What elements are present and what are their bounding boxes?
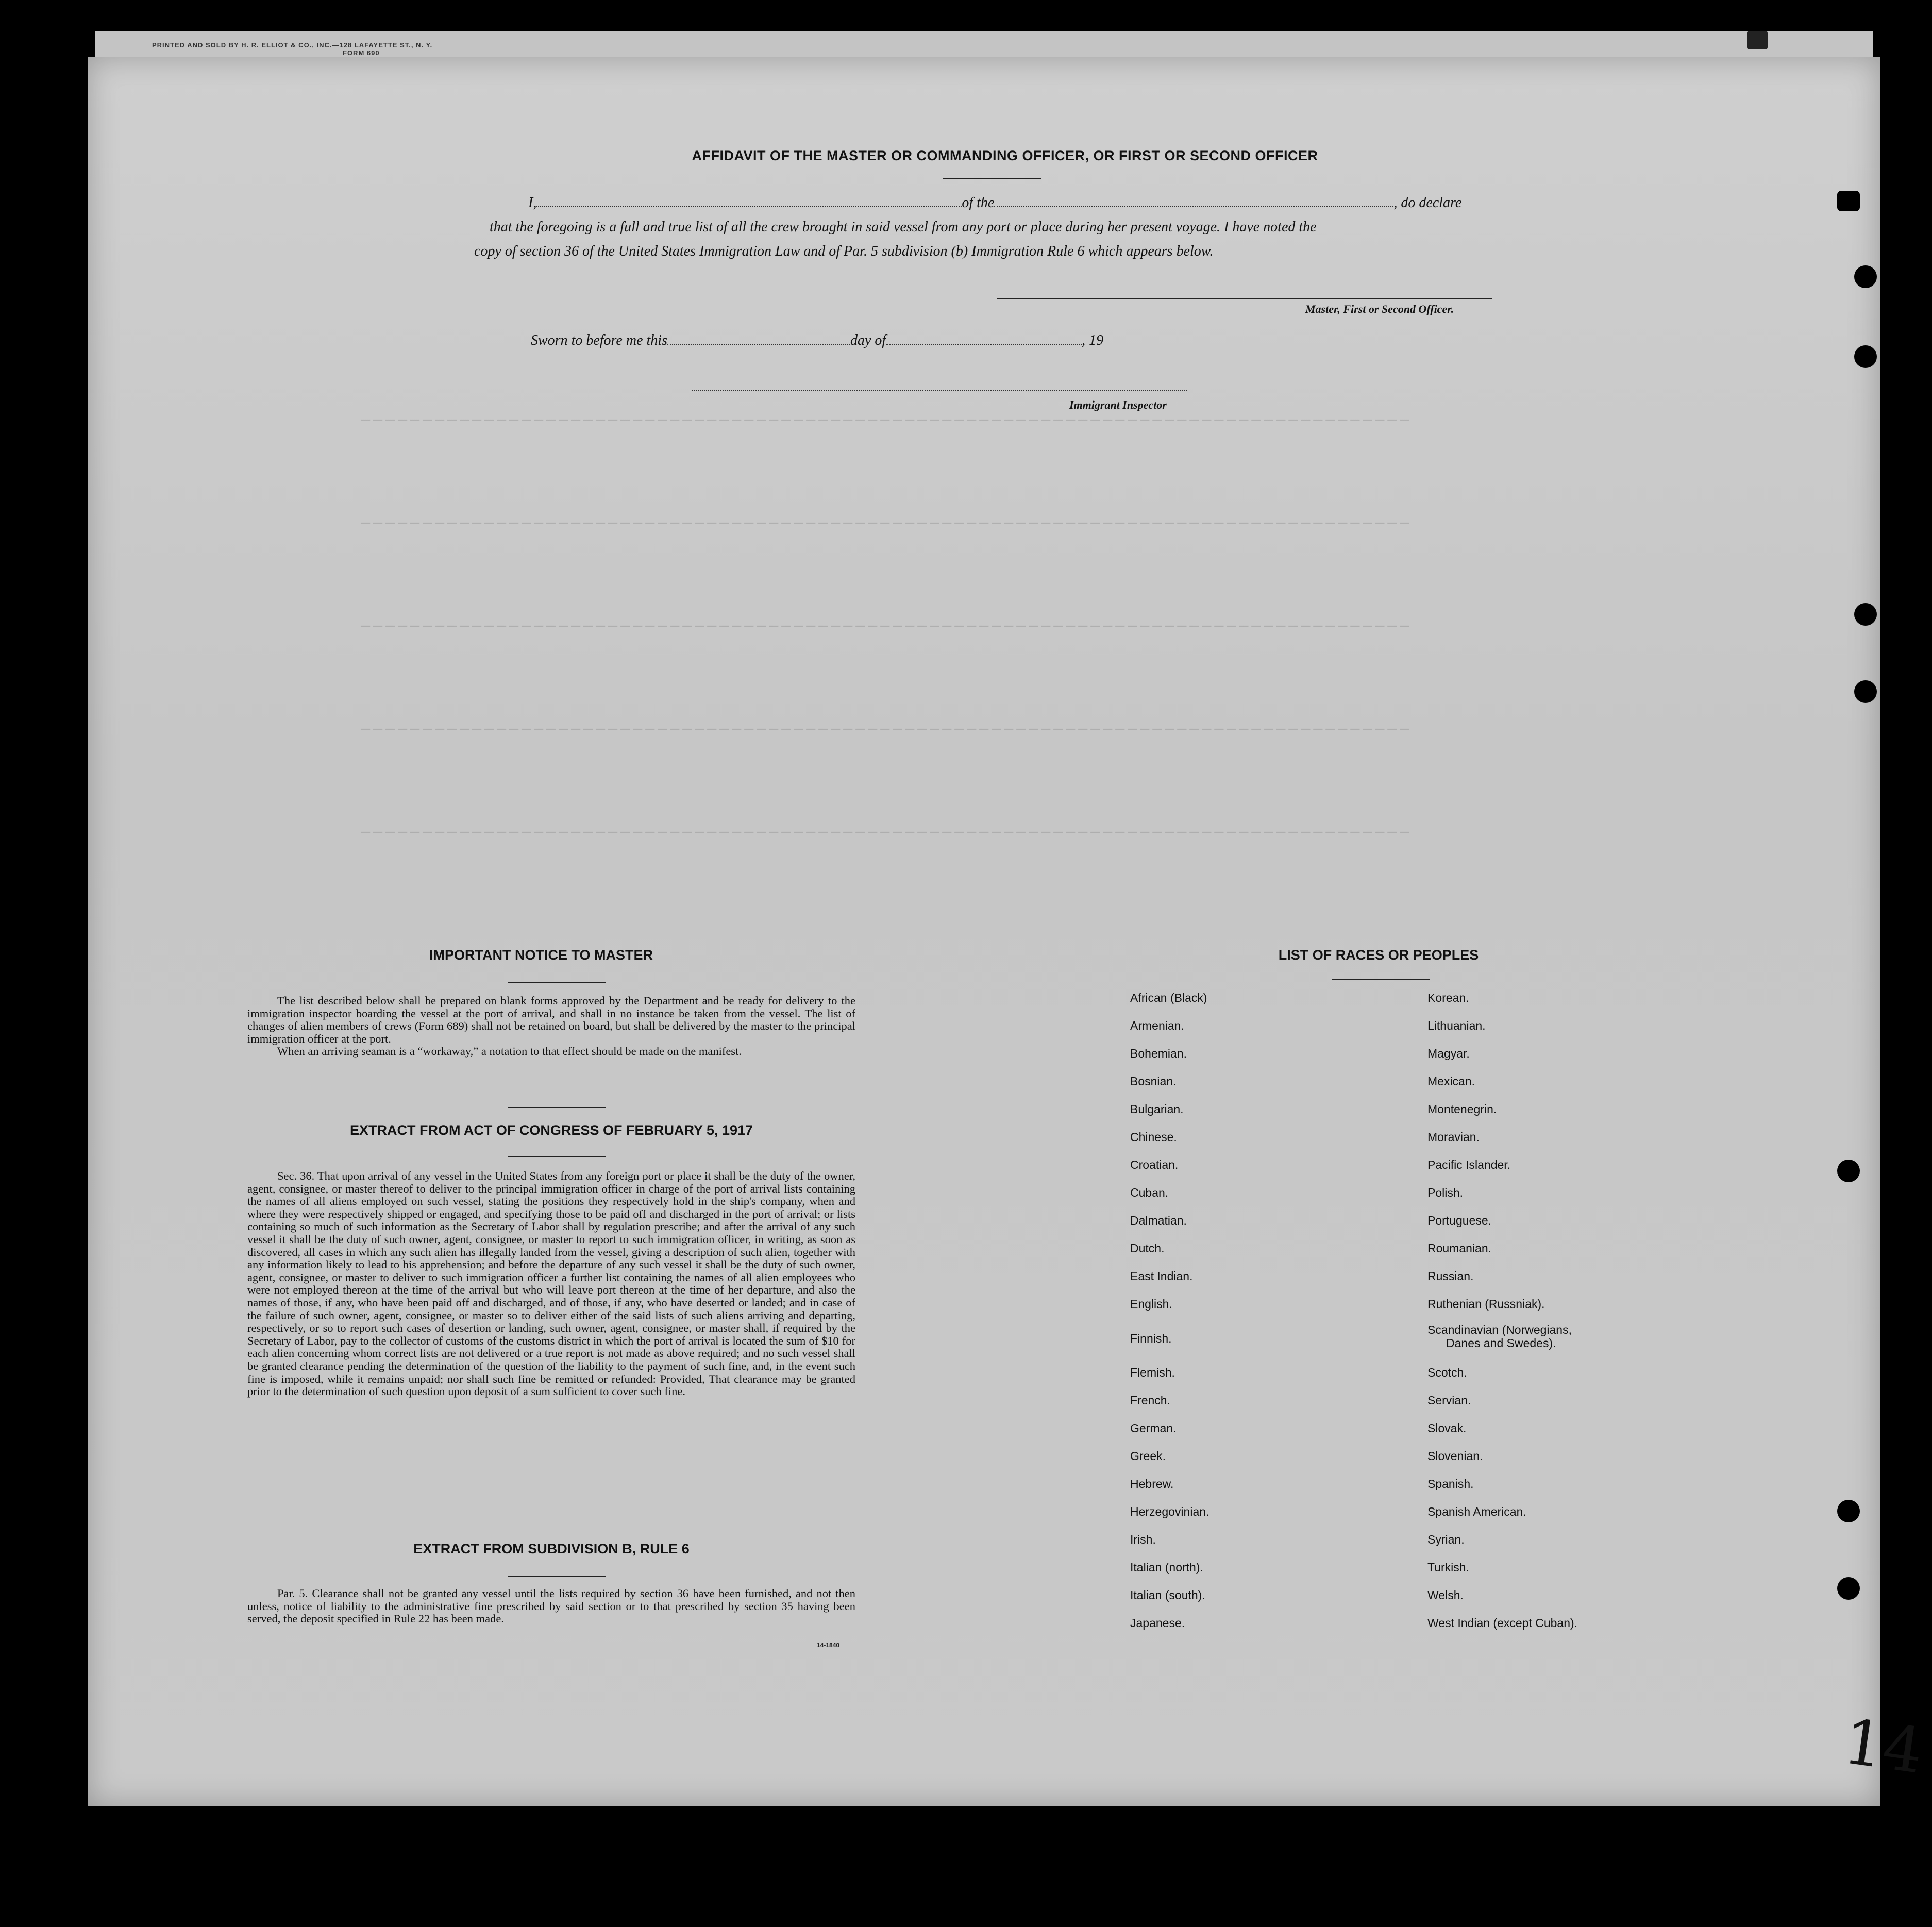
race-item: Irish.: [1130, 1533, 1156, 1546]
race-item: Japanese.: [1130, 1616, 1185, 1630]
race-item: Turkish.: [1427, 1561, 1469, 1574]
race-item: French.: [1130, 1394, 1170, 1407]
race-item: Russian.: [1427, 1269, 1474, 1283]
race-item: Danes and Swedes).: [1446, 1336, 1556, 1350]
race-item: Chinese.: [1130, 1130, 1177, 1144]
name-blank[interactable]: [536, 196, 962, 207]
races-underline: [1332, 979, 1430, 980]
race-item: German.: [1130, 1421, 1177, 1435]
race-item: Croatian.: [1130, 1158, 1179, 1171]
inspector-signature-line[interactable]: [692, 390, 1187, 391]
race-item: Italian (north).: [1130, 1561, 1203, 1574]
form-number: FORM 690: [343, 49, 380, 57]
notice-title: IMPORTANT NOTICE TO MASTER: [429, 947, 653, 963]
race-item: Greek.: [1130, 1449, 1166, 1463]
race-item: English.: [1130, 1297, 1172, 1311]
master-signature-line[interactable]: [997, 298, 1492, 299]
race-item: Korean.: [1427, 991, 1469, 1004]
race-item: Dalmatian.: [1130, 1214, 1187, 1227]
race-item: Servian.: [1427, 1394, 1471, 1407]
race-item: Magyar.: [1427, 1047, 1470, 1060]
race-item: Cuban.: [1130, 1186, 1169, 1199]
master-caption: Master, First or Second Officer.: [1305, 303, 1454, 315]
race-item: Portuguese.: [1427, 1214, 1492, 1227]
race-item: Spanish.: [1427, 1477, 1474, 1490]
race-item: West Indian (except Cuban).: [1427, 1616, 1578, 1630]
race-item: Armenian.: [1130, 1019, 1184, 1032]
title-underline: [943, 178, 1041, 179]
race-item: Lithuanian.: [1427, 1019, 1486, 1032]
bleed-through-texture: ─────────────────────────────────────────────────────────────────────────────────────: [361, 722, 1413, 739]
rule-extract-text: Par. 5. Clearance shall not be granted any vessel until the lists required by section 36 have been furnished, and not then unless, notice of liability to the administrative fine prescribed by said section or to that prescribed by section 35 having been served, the deposit specified in Rule 22 has been made.: [247, 1587, 855, 1626]
race-item: African (Black): [1130, 991, 1207, 1004]
sworn-line: Sworn to before me this day of , 19: [531, 332, 1104, 348]
race-item: Mexican.: [1427, 1075, 1475, 1088]
bleed-through-texture: ─────────────────────────────────────────────────────────────────────────────────────: [361, 618, 1413, 636]
act-extract-title: EXTRACT FROM ACT OF CONGRESS OF FEBRUARY 5, 1917: [349, 1122, 753, 1138]
binder-hole: [1854, 680, 1877, 703]
race-item: Italian (south).: [1130, 1588, 1205, 1602]
race-item: Scotch.: [1427, 1366, 1467, 1379]
race-item: Montenegrin.: [1427, 1102, 1497, 1116]
race-item: Slovak.: [1427, 1421, 1467, 1435]
bleed-through-texture: ─────────────────────────────────────────────────────────────────────────────────────: [361, 515, 1413, 533]
affidavit-title: AFFIDAVIT OF THE MASTER OR COMMANDING OFFICER, OR FIRST OR SECOND OFFICER: [692, 148, 1318, 163]
binder-hole: [1837, 191, 1860, 211]
race-item: Ruthenian (Russniak).: [1427, 1297, 1545, 1311]
race-item: Hebrew.: [1130, 1477, 1174, 1490]
race-item: Scandinavian (Norwegians,: [1427, 1323, 1572, 1336]
notice-divider: [508, 1107, 606, 1108]
binder-hole: [1837, 1577, 1860, 1600]
race-item: Bulgarian.: [1130, 1102, 1184, 1116]
race-item: Finnish.: [1130, 1332, 1172, 1345]
race-item: Herzegovinian.: [1130, 1505, 1209, 1518]
affidavit-line-3: copy of section 36 of the United States Immigration Law and of Par. 5 subdivision (b) Immigration Rule 6 which appears below.: [474, 243, 1214, 259]
race-item: Spanish American.: [1427, 1505, 1526, 1518]
race-item: Polish.: [1427, 1186, 1464, 1199]
inspector-caption: Immigrant Inspector: [1069, 398, 1167, 411]
binder-hole: [1854, 345, 1877, 368]
race-item: Dutch.: [1130, 1242, 1165, 1255]
race-item: Bosnian.: [1130, 1075, 1177, 1088]
printer-line: PRINTED AND SOLD BY H. R. ELLIOT & CO., INC.—128 LAFAYETTE ST., N. Y.: [152, 41, 433, 49]
binder-hole: [1837, 1500, 1860, 1522]
act-extract-text: Sec. 36. That upon arrival of any vessel in the United States from any foreign port or place it shall be the duty of the owner, agent, consignee, or master thereof to deliver to the principal immigration officer in charge of the port of arrival lists containing the names of all aliens employed on such vessel, stating the positions they respectively hold in the ship's company, when and where they were respectively shipped or engaged, and specifying those to be paid off and discharged in the port of arrival; or lists containing so much of such information as the Secretary of Labor shall by regulation prescribe; and after the arrival of any such vessel it shall be the duty of such owner, agent, consignee, or master to report to such immigration officer, in writing, as soon as discovered, all cases in which any such alien has illegally landed from the vessel, giving a description of such alien, together with any information likely to lead to his apprehension; and before the departure of any such vessel it shall be the duty of such owner, agent, consignee, or master to deliver to such immigration officer a further list containing the names of all alien employees who were not employed thereon at the time of the arrival but who will leave port thereon at the time of her departure, and also the names of those, if any, who have been paid off and discharged, and of those, if any, who have deserted or landed; and in case of the failure of such owner, agent, consignee, or master so to deliver either of the said lists of such aliens arriving and departing, respectively, or so to report such cases of desertion or landing, such owner, agent, consignee, or master shall, if required by the Secretary of Labor, pay to the collector of customs of the customs district in which the port of arrival is located the sum of $10 for each alien concerning whom correct lists are not delivered or a true report is not made as above required; and no such vessel shall be granted clearance pending the determination of the question of the liability to the payment of such fine, and, in the event such fine is imposed, while it remains unpaid; nor shall such fine be remitted or refunded: Provided, That clearance may be granted prior to the determination of such question upon deposit of a sum sufficient to cover such fine.: [247, 1169, 855, 1398]
sworn-month-blank[interactable]: [886, 333, 1082, 345]
rule-extract-title: EXTRACT FROM SUBDIVISION B, RULE 6: [413, 1541, 690, 1556]
race-item: Moravian.: [1427, 1130, 1480, 1144]
race-item: Bohemian.: [1130, 1047, 1187, 1060]
notice-underline: [508, 982, 606, 983]
form-code: 14-1840: [817, 1641, 840, 1649]
bleed-through-texture: ─────────────────────────────────────────────────────────────────────────────────────: [361, 825, 1413, 842]
act-extract-underline: [508, 1156, 606, 1157]
rule-extract-underline: [508, 1576, 606, 1577]
binder-hole: [1854, 603, 1877, 626]
race-item: Pacific Islander.: [1427, 1158, 1511, 1171]
printer-imprint: [152, 41, 432, 57]
races-title: LIST OF RACES OR PEOPLES: [1278, 947, 1479, 963]
race-item: East Indian.: [1130, 1269, 1193, 1283]
binder-hole: [1854, 265, 1877, 288]
race-item: Syrian.: [1427, 1533, 1465, 1546]
race-item: Slovenian.: [1427, 1449, 1483, 1463]
vessel-blank[interactable]: [994, 196, 1393, 207]
stamp-mark: [1747, 31, 1768, 49]
bleed-through-texture: ─────────────────────────────────────────────────────────────────────────────────────: [361, 412, 1413, 430]
affidavit-line-2: that the foregoing is a full and true list of all the crew brought in said vessel from any port or place during her present voyage. I have noted the: [490, 219, 1317, 235]
race-item: Flemish.: [1130, 1366, 1175, 1379]
sworn-day-blank[interactable]: [667, 333, 850, 345]
race-item: Roumanian.: [1427, 1242, 1492, 1255]
notice-text: The list described below shall be prepared on blank forms approved by the Department and be ready for delivery to the immigration inspector boarding the vessel at the port of arrival, and shall in no instance be taken from the vessel. The list of changes of alien members of crews (Form 689) shall not be retained on board, but shall be delivered by the master to the principal immigration officer at the port. When an arriving seaman is a “workaway,” a notation to that effect should be made on the manifest.: [247, 994, 855, 1058]
race-item: Welsh.: [1427, 1588, 1464, 1602]
binder-hole: [1837, 1160, 1860, 1182]
affidavit-line-1: I, of the , do declare: [528, 195, 1462, 211]
handwritten-page-number: 14: [1839, 1706, 1927, 1788]
